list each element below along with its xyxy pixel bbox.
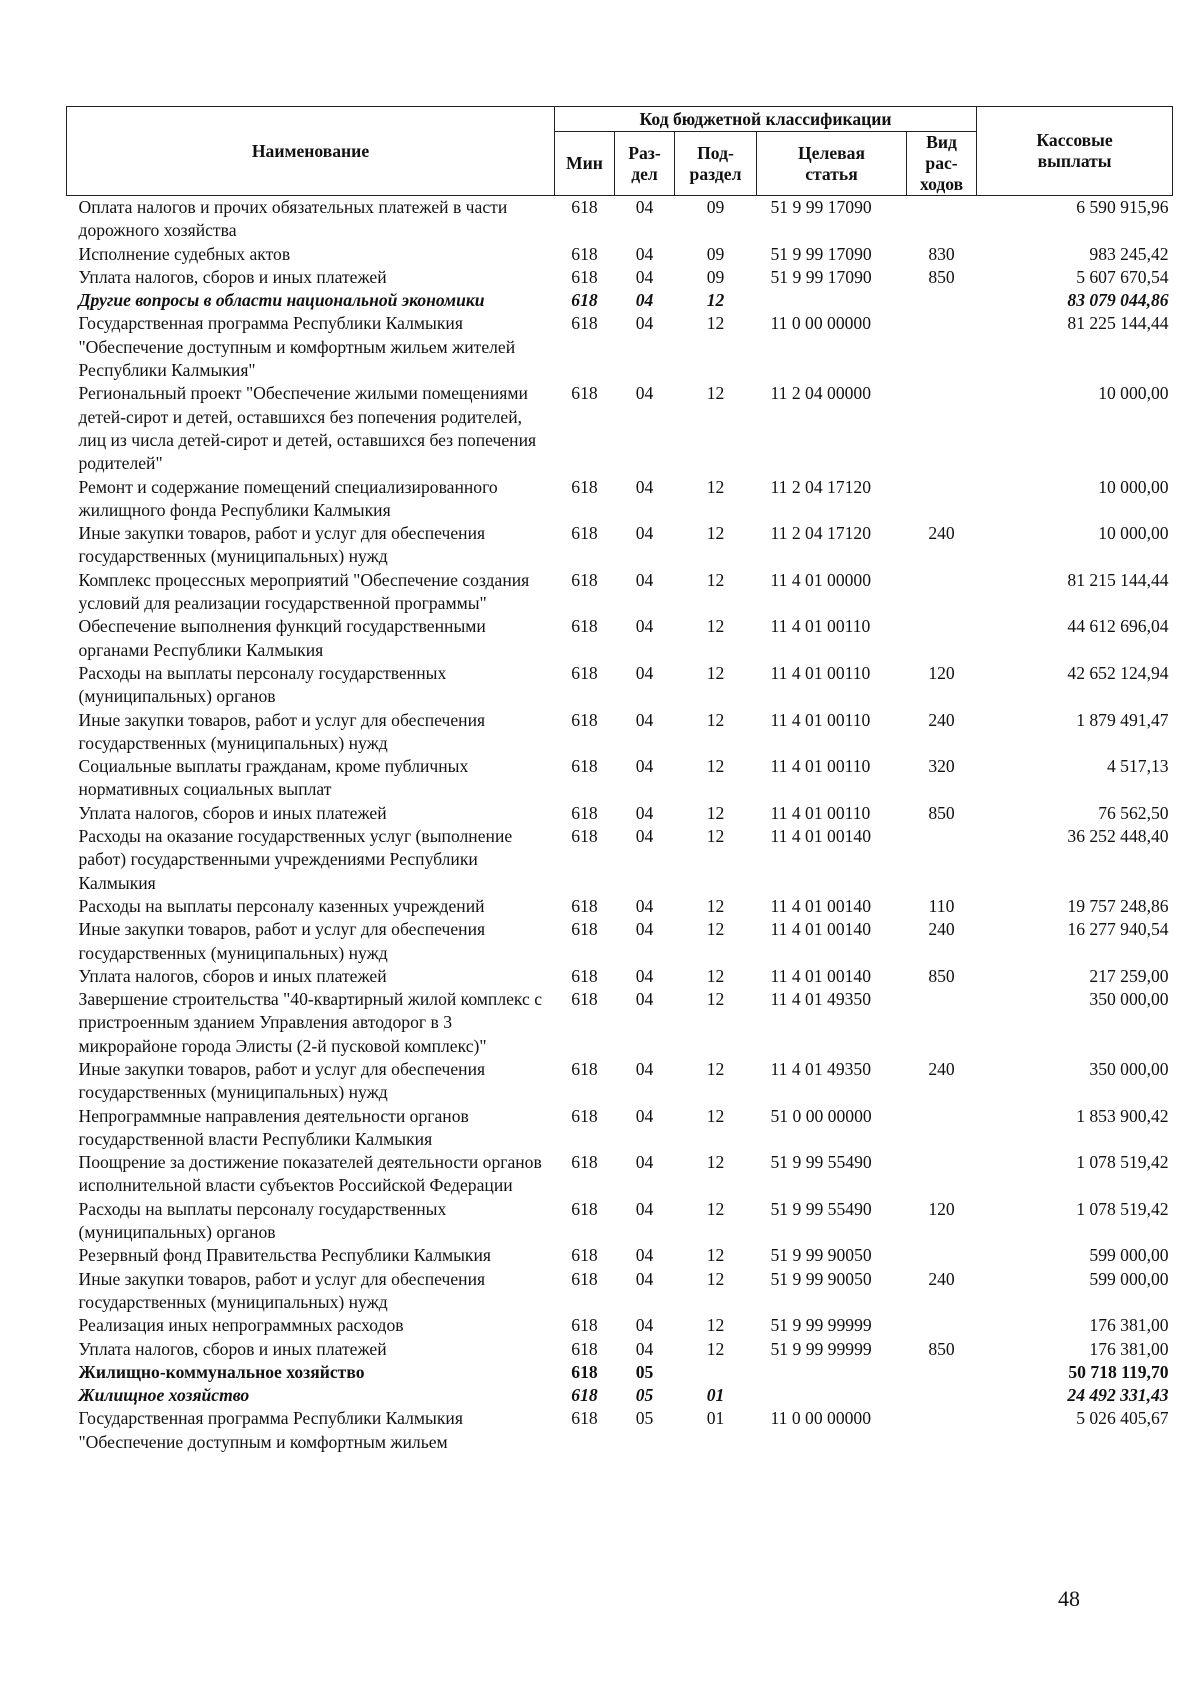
cell-target: 11 4 01 00140 (770, 919, 872, 940)
cell-kind: 240 (928, 709, 955, 730)
cell-name: Уплата налогов, сборов и иных платежей (78, 1338, 387, 1359)
cell-subsection: 12 (706, 383, 725, 404)
cell-amount: 76 562,50 (1098, 802, 1169, 823)
cell-target (757, 1384, 907, 1407)
cell-target: 51 9 99 17090 (770, 266, 872, 287)
cell-subsection: 09 (706, 197, 725, 217)
cell-subsection: 12 (706, 919, 725, 940)
cell-min: 618 (571, 569, 598, 590)
cell-subsection: 12 (706, 569, 725, 590)
cell-kind (907, 615, 977, 662)
table-row (67, 1314, 1173, 1337)
cell-min: 618 (571, 1408, 598, 1429)
cell-min: 618 (571, 523, 598, 544)
cell-section: 04 (635, 989, 654, 1010)
header-section-line-1: Раз- (628, 142, 661, 163)
table-row (67, 1361, 1173, 1384)
cell-name: Расходы на выплаты персоналу государственных (муниципальных) органов (78, 662, 447, 707)
table-row (67, 1151, 1173, 1198)
cell-amount: 983 245,42 (1089, 243, 1169, 264)
cell-subsection: 12 (706, 616, 725, 637)
cell-kind: 240 (928, 523, 955, 544)
cell-target: 51 9 99 90050 (770, 1268, 872, 1289)
cell-name: Расходы на выплаты персоналу казенных учреждений (78, 895, 485, 916)
cell-name: Исполнение судебных актов (78, 243, 291, 264)
cell-amount: 6 590 915,96 (1076, 197, 1169, 217)
cell-min: 618 (571, 919, 598, 940)
cell-subsection: 01 (706, 1408, 725, 1429)
cell-section: 04 (635, 1245, 654, 1266)
table-row (67, 289, 1173, 312)
cell-amount: 50 718 119,70 (1068, 1361, 1169, 1382)
table-row (67, 196, 1173, 243)
header-target-line-1: Целевая (798, 142, 865, 163)
cell-kind: 120 (928, 1198, 955, 1219)
table-row (67, 1407, 1173, 1454)
cell-amount: 176 381,00 (1089, 1338, 1169, 1359)
cell-subsection: 12 (706, 756, 725, 777)
cell-subsection: 12 (706, 1198, 725, 1219)
cell-section: 04 (635, 1198, 654, 1219)
cell-amount: 10 000,00 (1098, 523, 1169, 544)
cell-section: 04 (635, 1315, 654, 1336)
cell-min: 618 (571, 826, 598, 847)
cell-section: 04 (635, 1338, 654, 1359)
header-target-line-2: статья (805, 163, 858, 184)
cell-kind: 850 (928, 1338, 955, 1359)
cell-amount: 176 381,00 (1089, 1315, 1169, 1336)
cell-section: 04 (635, 476, 654, 497)
cell-kind: 850 (928, 266, 955, 287)
cell-amount: 5 607 670,54 (1076, 266, 1169, 287)
cell-min: 618 (571, 662, 598, 683)
cell-amount: 599 000,00 (1089, 1245, 1169, 1266)
cell-target: 51 9 99 55490 (770, 1152, 872, 1173)
table-row (67, 569, 1173, 616)
cell-section: 04 (635, 826, 654, 847)
cell-kind (907, 1384, 977, 1407)
cell-amount: 10 000,00 (1098, 476, 1169, 497)
cell-section: 05 (635, 1361, 654, 1382)
cell-name: Иные закупки товаров, работ и услуг для обеспечения государственных (муниципальных) нужд (78, 709, 486, 753)
cell-min: 618 (571, 1268, 598, 1289)
header-amount (977, 107, 1173, 196)
cell-section: 04 (635, 616, 654, 637)
header-section (615, 132, 675, 196)
cell-section: 04 (635, 919, 654, 940)
cell-target: 11 4 01 00110 (770, 616, 871, 637)
cell-name: Другие вопросы в области национальной экономики (78, 290, 485, 311)
cell-name: Уплата налогов, сборов и иных платежей (78, 802, 387, 823)
cell-target: 11 4 01 49350 (770, 989, 872, 1010)
cell-target (757, 1361, 907, 1384)
header-subsection-line-2: раздел (689, 163, 742, 184)
cell-name: Иные закупки товаров, работ и услуг для обеспечения государственных (муниципальных) нужд (78, 523, 486, 567)
header-kind (907, 132, 977, 196)
cell-name: Расходы на оказание государственных услуг (выполнение работ) государственными учреждениями Республики Калмыкия (78, 826, 513, 893)
cell-name: Иные закупки товаров, работ и услуг для обеспечения государственных (муниципальных) нужд (78, 1268, 486, 1312)
table-row (67, 1198, 1173, 1245)
cell-min: 618 (571, 1152, 598, 1173)
cell-kind: 110 (928, 895, 955, 916)
table-row (67, 802, 1173, 825)
cell-kind: 240 (928, 919, 955, 940)
cell-amount: 217 259,00 (1089, 965, 1169, 986)
table-row (67, 1268, 1173, 1315)
cell-target: 11 2 04 17120 (770, 523, 872, 544)
header-amount-line-2: выплаты (1037, 151, 1112, 171)
cell-amount: 81 225 144,44 (1067, 313, 1169, 334)
cell-min: 618 (571, 989, 598, 1010)
cell-target: 51 0 00 00000 (770, 1105, 872, 1126)
table-row (67, 476, 1173, 523)
cell-amount: 81 215 144,44 (1067, 569, 1169, 590)
cell-kind (907, 1151, 977, 1198)
cell-amount: 1 879 491,47 (1076, 709, 1169, 730)
cell-target (757, 289, 907, 312)
cell-section: 04 (635, 383, 654, 404)
cell-target: 51 9 99 99999 (770, 1315, 872, 1336)
cell-amount: 5 026 405,67 (1076, 1408, 1169, 1429)
cell-amount: 1 078 519,42 (1076, 1198, 1169, 1219)
header-kind-line-3: ходов (919, 174, 964, 194)
cell-subsection: 12 (706, 476, 725, 497)
table-row (67, 266, 1173, 289)
cell-subsection: 12 (706, 895, 725, 916)
cell-amount: 350 000,00 (1089, 1058, 1169, 1079)
table-row (67, 988, 1173, 1058)
cell-kind (907, 1407, 977, 1454)
cell-min: 618 (571, 1315, 598, 1336)
table-row (67, 382, 1173, 475)
header-subsection-line-1: Под- (697, 142, 734, 163)
cell-target: 11 4 01 00140 (770, 965, 872, 986)
cell-min: 618 (571, 243, 598, 264)
cell-subsection: 12 (706, 1152, 725, 1173)
cell-target: 11 4 01 00000 (770, 569, 872, 590)
cell-min: 618 (571, 383, 598, 404)
cell-subsection: 12 (706, 290, 725, 311)
cell-target: 11 4 01 00110 (770, 709, 871, 730)
cell-section: 04 (635, 197, 654, 217)
cell-kind (907, 312, 977, 382)
header-kind-line-1: Вид (926, 132, 957, 152)
cell-section: 04 (635, 709, 654, 730)
cell-name: Завершение строительства "40-квартирный жилой комплекс с пристроенным зданием Управления автодорог в 3 микрорайоне города Элисты (2-й пусковой комплекс)" (78, 989, 543, 1056)
cell-kind: 850 (928, 802, 955, 823)
cell-subsection: 09 (706, 243, 725, 264)
cell-amount: 599 000,00 (1089, 1268, 1169, 1289)
table-row (67, 709, 1173, 756)
cell-subsection: 12 (706, 1315, 725, 1336)
cell-name: Иные закупки товаров, работ и услуг для обеспечения государственных (муниципальных) нужд (78, 919, 486, 963)
cell-section: 04 (635, 523, 654, 544)
header-subsection (675, 132, 757, 196)
cell-kind: 830 (928, 243, 955, 264)
cell-section: 04 (635, 965, 654, 986)
header-code-group: Код бюджетной классификации (555, 107, 977, 132)
cell-target: 11 2 04 00000 (770, 383, 872, 404)
cell-section: 04 (635, 569, 654, 590)
cell-subsection: 12 (706, 802, 725, 823)
table-row (67, 522, 1173, 569)
cell-target: 11 2 04 17120 (770, 476, 872, 497)
cell-min: 618 (571, 802, 598, 823)
cell-kind (907, 382, 977, 475)
cell-subsection: 12 (706, 989, 725, 1010)
cell-target: 11 4 01 00110 (770, 662, 871, 683)
cell-kind (907, 196, 977, 243)
cell-min: 618 (571, 965, 598, 986)
cell-name: Ремонт и содержание помещений специализированного жилищного фонда Республики Калмыкия (78, 476, 498, 520)
cell-section: 04 (635, 1268, 654, 1289)
cell-kind: 850 (928, 965, 955, 986)
cell-min: 618 (571, 476, 598, 497)
table-row (67, 755, 1173, 802)
cell-section: 04 (635, 1058, 654, 1079)
cell-section: 04 (635, 802, 654, 823)
cell-name: Жилищное хозяйство (78, 1385, 250, 1406)
cell-amount: 19 757 248,86 (1067, 895, 1169, 916)
cell-amount: 42 652 124,94 (1067, 662, 1169, 683)
cell-amount: 1 853 900,42 (1076, 1105, 1169, 1126)
cell-section: 04 (635, 290, 654, 311)
cell-min: 618 (571, 1338, 598, 1359)
header-kind-line-2: рас- (925, 153, 958, 173)
cell-name: Социальные выплаты гражданам, кроме публичных нормативных социальных выплат (78, 756, 469, 800)
cell-subsection: 12 (706, 965, 725, 986)
cell-subsection: 12 (706, 709, 725, 730)
cell-name: Уплата налогов, сборов и иных платежей (78, 965, 387, 986)
cell-section: 04 (635, 662, 654, 683)
cell-subsection: 12 (706, 826, 725, 847)
cell-min: 618 (571, 616, 598, 637)
cell-target: 11 4 01 00140 (770, 826, 872, 847)
cell-name: Региональный проект "Обеспечение жилыми помещениями детей-сирот и детей, оставшихся без попечения родителей, лиц из числа детей-сирот и детей, оставшихся без попечения родителей" (78, 383, 537, 474)
cell-kind (907, 1105, 977, 1152)
cell-kind: 240 (928, 1058, 955, 1079)
cell-subsection (675, 1361, 757, 1384)
cell-min: 618 (571, 1058, 598, 1079)
cell-kind (907, 988, 977, 1058)
table-row (67, 615, 1173, 662)
header-target (757, 132, 907, 196)
cell-min: 618 (571, 709, 598, 730)
header-name: Наименование (67, 107, 555, 196)
cell-min: 618 (571, 1361, 598, 1382)
cell-kind: 240 (928, 1268, 955, 1289)
cell-target: 51 9 99 55490 (770, 1198, 872, 1219)
cell-name: Поощрение за достижение показателей деятельности органов исполнительной власти субъектов Российской Федерации (78, 1152, 542, 1196)
table-row (67, 895, 1173, 918)
cell-name: Обеспечение выполнения функций государственными органами Республики Калмыкия (78, 616, 486, 660)
cell-name: Комплекс процессных мероприятий "Обеспечение создания условий для реализации государственной программы" (78, 569, 530, 614)
cell-name: Государственная программа Республики Калмыкия "Обеспечение доступным и комфортным жильем (78, 1408, 463, 1452)
table-row (67, 1244, 1173, 1267)
header-section-line-2: дел (631, 163, 658, 184)
table-header (67, 107, 1173, 196)
cell-target: 11 4 01 49350 (770, 1058, 872, 1079)
cell-section: 04 (635, 895, 654, 916)
table-row (67, 825, 1173, 895)
budget-table (66, 106, 1173, 1454)
table-row (67, 1338, 1173, 1361)
table-row (67, 662, 1173, 709)
cell-kind (907, 476, 977, 523)
cell-min: 618 (571, 1245, 598, 1266)
cell-kind (907, 569, 977, 616)
cell-section: 05 (635, 1385, 654, 1406)
table-body (67, 196, 1173, 1455)
cell-target: 51 9 99 17090 (770, 197, 872, 217)
cell-section: 04 (635, 266, 654, 287)
budget-table-container (66, 106, 1172, 1454)
cell-subsection: 12 (706, 313, 725, 334)
cell-kind (907, 825, 977, 895)
cell-section: 04 (635, 243, 654, 264)
cell-min: 618 (571, 313, 598, 334)
cell-kind (907, 1361, 977, 1384)
cell-kind (907, 1244, 977, 1267)
cell-name: Расходы на выплаты персоналу государственных (муниципальных) органов (78, 1198, 447, 1243)
cell-section: 04 (635, 756, 654, 777)
cell-min: 618 (571, 756, 598, 777)
cell-amount: 44 612 696,04 (1067, 616, 1169, 637)
cell-target: 11 4 01 00140 (770, 895, 872, 916)
table-row (67, 918, 1173, 965)
cell-subsection: 12 (706, 1268, 725, 1289)
cell-min: 618 (571, 290, 598, 311)
cell-section: 04 (635, 313, 654, 334)
cell-amount: 1 078 519,42 (1076, 1152, 1169, 1173)
table-row (67, 1384, 1173, 1407)
cell-target: 11 4 01 00110 (770, 802, 871, 823)
cell-subsection: 01 (706, 1385, 725, 1406)
cell-name: Реализация иных непрограммных расходов (78, 1315, 404, 1336)
table-row (67, 1058, 1173, 1105)
cell-name: Уплата налогов, сборов и иных платежей (78, 266, 387, 287)
cell-subsection: 12 (706, 1245, 725, 1266)
cell-target: 51 9 99 17090 (770, 243, 872, 264)
table-row (67, 1105, 1173, 1152)
cell-section: 04 (635, 1152, 654, 1173)
cell-amount: 350 000,00 (1089, 989, 1169, 1010)
cell-amount: 83 079 044,86 (1067, 290, 1169, 311)
cell-name: Резервный фонд Правительства Республики Калмыкия (78, 1245, 491, 1266)
page-number: 48 (1058, 1586, 1080, 1611)
cell-subsection: 12 (706, 662, 725, 683)
cell-min: 618 (571, 1198, 598, 1219)
cell-subsection: 12 (706, 1105, 725, 1126)
cell-name: Жилищно-коммунальное хозяйство (78, 1361, 365, 1382)
cell-min: 618 (571, 895, 598, 916)
cell-target: 51 9 99 99999 (770, 1338, 872, 1359)
table-row (67, 965, 1173, 988)
cell-name: Непрограммные направления деятельности органов государственной власти Республики Калмыкия (78, 1105, 469, 1149)
cell-min: 618 (571, 1105, 598, 1126)
cell-amount: 4 517,13 (1106, 756, 1169, 777)
cell-amount: 36 252 448,40 (1067, 826, 1169, 847)
cell-name: Государственная программа Республики Калмыкия "Обеспечение доступным и комфортным жильем жителей Республики Калмыкия" (78, 313, 516, 381)
table-row (67, 243, 1173, 266)
header-amount-line-1: Кассовые (1036, 130, 1113, 150)
cell-min: 618 (571, 197, 598, 217)
cell-section: 05 (635, 1408, 654, 1429)
cell-subsection: 12 (706, 523, 725, 544)
cell-amount: 16 277 940,54 (1067, 919, 1169, 940)
cell-target: 11 0 00 00000 (770, 1408, 872, 1429)
cell-subsection: 12 (706, 1338, 725, 1359)
cell-kind: 320 (928, 756, 955, 777)
cell-target: 51 9 99 90050 (770, 1245, 872, 1266)
cell-kind (907, 289, 977, 312)
cell-kind: 120 (928, 662, 955, 683)
cell-subsection: 12 (706, 1058, 725, 1079)
cell-amount: 10 000,00 (1098, 383, 1169, 404)
header-min: Мин (555, 132, 615, 196)
cell-amount: 24 492 331,43 (1067, 1385, 1169, 1406)
cell-name: Оплата налогов и прочих обязательных платежей в части дорожного хозяйства (78, 197, 508, 241)
cell-min: 618 (571, 1385, 598, 1406)
cell-name: Иные закупки товаров, работ и услуг для обеспечения государственных (муниципальных) нужд (78, 1058, 486, 1103)
cell-section: 04 (635, 1105, 654, 1126)
cell-kind (907, 1314, 977, 1337)
cell-target: 11 0 00 00000 (770, 313, 872, 334)
cell-target: 11 4 01 00110 (770, 756, 871, 777)
cell-min: 618 (571, 266, 598, 287)
table-row (67, 312, 1173, 382)
cell-subsection: 09 (706, 266, 725, 287)
